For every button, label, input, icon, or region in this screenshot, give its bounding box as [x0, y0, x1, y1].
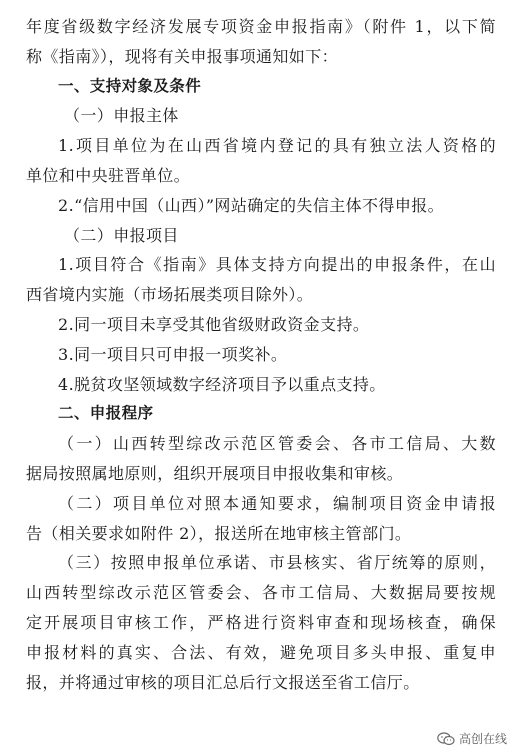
text-line-22: 申报材料的真实、合法、有效，避免项目多头申报、重复申 — [26, 642, 496, 662]
text-line-23: 报，并将通过审核的项目汇总后行文报送至省工信厅。 — [26, 672, 420, 692]
text-line-2: 称《指南》），现将有关申报事项通知如下： — [26, 46, 339, 66]
subsection-heading-2: （二）申报项目 — [64, 225, 179, 245]
text-line-1: 年度省级数字经济发展专项资金申报指南》（附件 1，以下简 — [26, 17, 496, 36]
text-line-11: 2.同一项目未享受其他省级财政资金支持。 — [58, 314, 370, 334]
text-line-17: （二）项目单位对照本通知要求，编制项目资金申请报 — [58, 493, 496, 513]
section-heading-2: 二、申报程序 — [58, 404, 154, 423]
text-line-13: 4.脱贫攻坚领域数字经济项目予以重点支持。 — [58, 374, 386, 394]
text-line-12: 3.同一项目只可申报一项奖补。 — [58, 344, 288, 364]
text-line-5: 1.项目单位为在山西省境内登记的具有独立法人资格的 — [58, 136, 496, 156]
text-line-20: 山西转型综改示范区管委会、各市工信局、大数据局要按规 — [26, 583, 496, 603]
subsection-heading-1: （一）申报主体 — [64, 106, 179, 126]
text-line-10: 西省境内实施（市场拓展类项目除外）。 — [26, 285, 314, 305]
wechat-icon — [437, 732, 455, 746]
text-line-6: 单位和中央驻晋单位。 — [26, 165, 191, 185]
text-line-21: 定开展项目审核工作，严格进行资料审查和现场核查，确保 — [26, 612, 496, 632]
section-heading-1: 一、支持对象及条件 — [58, 76, 202, 95]
text-line-19: （三）按照申报单位承诺、市县核实、省厅统筹的原则， — [58, 553, 496, 573]
text-line-18: 告（相关要求如附件 2），报送所在地审核主管部门。 — [26, 523, 412, 543]
text-line-15: （一）山西转型综改示范区管委会、各市工信局、大数 — [58, 434, 496, 454]
watermark-text: 高创在线 — [458, 732, 507, 746]
text-line-16: 据局按照属地原则，组织开展项目申报收集和审核。 — [26, 463, 404, 483]
text-line-9: 1.项目符合《指南》具体支持方向提出的申报条件，在山 — [58, 255, 496, 275]
text-line-7: 2.“信用中国（山西）”网站确定的失信主体不得申报。 — [58, 195, 445, 215]
watermark — [434, 729, 510, 748]
